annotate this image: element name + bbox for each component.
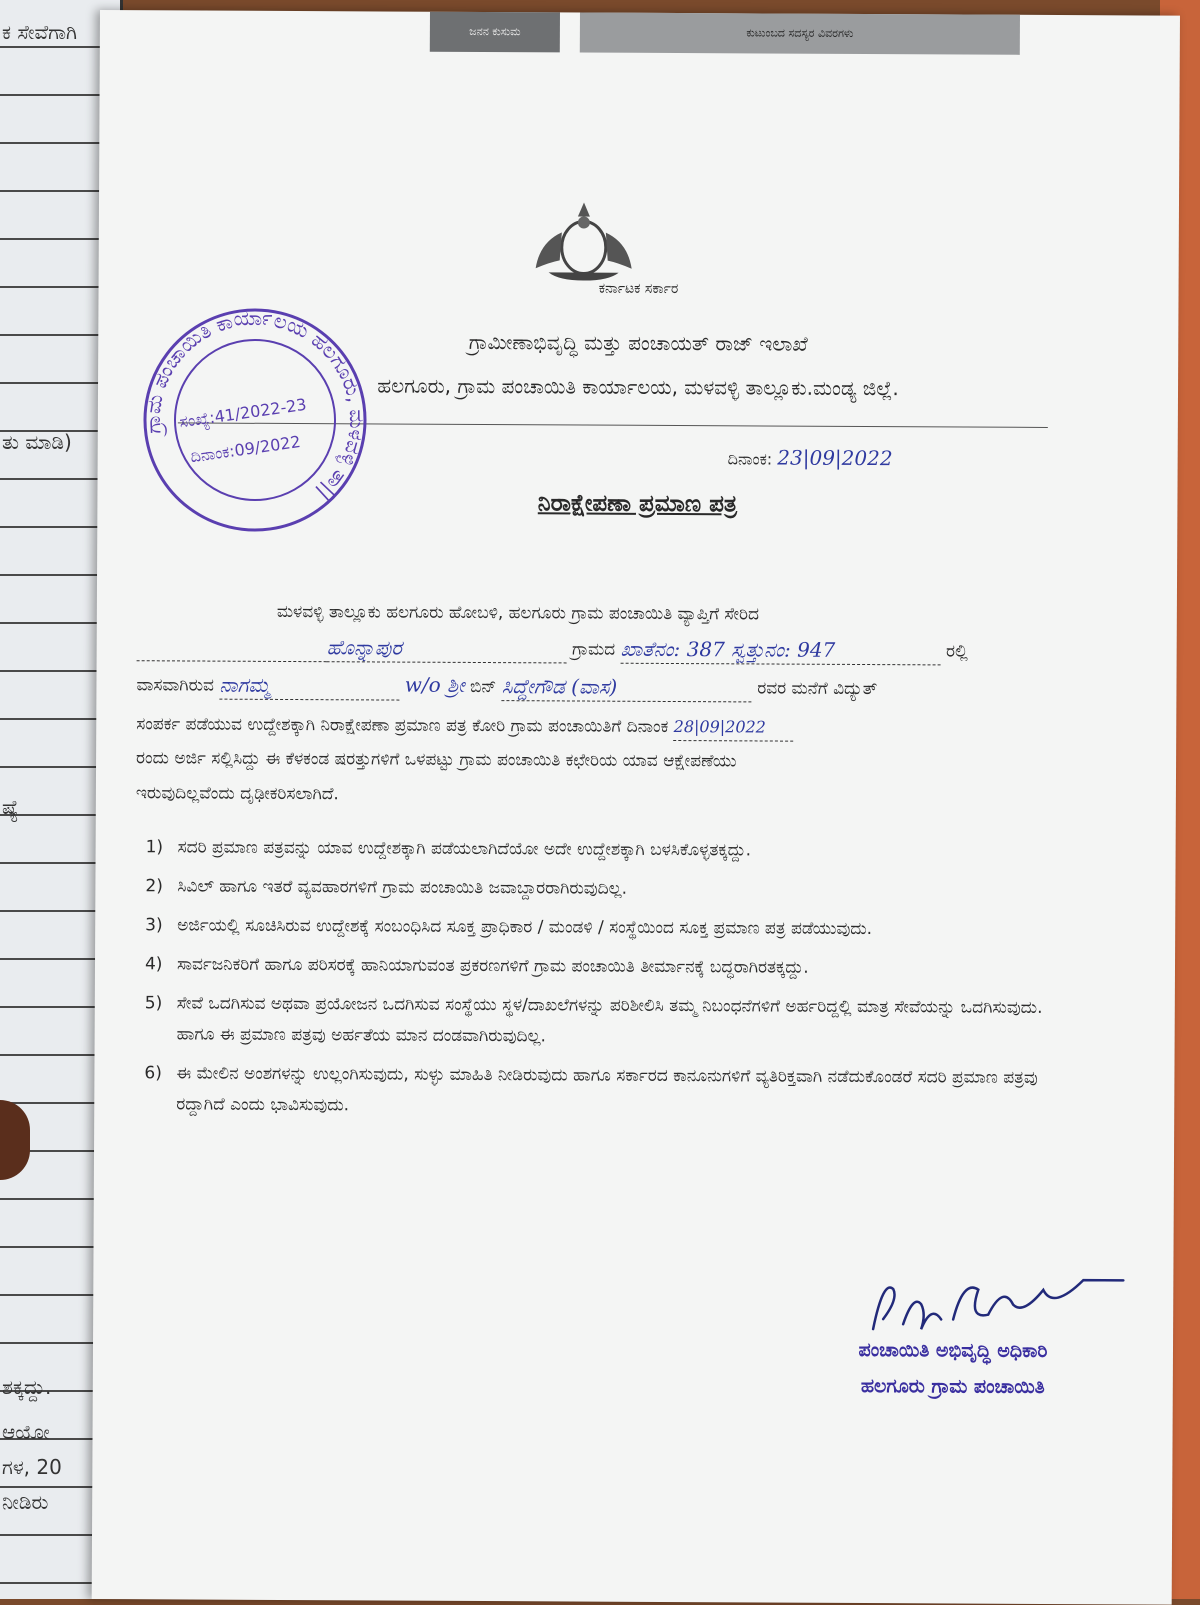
condition-text: ಸಿವಿಲ್ ಹಾಗೂ ಇತರೆ ವ್ಯವಹಾರಗಳಿಗೆ ಗ್ರಾಮ ಪಂಚಾಯಿತಿ ಜವಾಬ್ದಾರರಾಗಿರುವುದಿಲ್ಲ. bbox=[177, 876, 628, 899]
ledger-fragment: ಆಯೋ bbox=[2, 1420, 50, 1444]
header-strip: ಕುಟುಂಬದ ಸದಸ್ಯರ ವಿವರಗಳು bbox=[580, 13, 1020, 55]
department-name: ಗ್ರಾಮೀಣಾಭಿವೃದ್ಧಿ ಮತ್ತು ಪಂಚಾಯತ್ ರಾಜ್ ಇಲಾಖೆ bbox=[468, 329, 808, 356]
condition-number: 5) bbox=[144, 993, 163, 1014]
line3-tail: ರವರ ಮನೆಗೆ ವಿದ್ಯುತ್ bbox=[757, 678, 878, 700]
body-line-1: ಮಳವಳ್ಳಿ ತಾಲ್ಲೂಕು ಹಲಗೂರು ಹೋಬಳಿ, ಹಲಗೂರು ಗ್ರಾಮ ಪಂಚಾಯಿತಿ ವ್ಯಾಪ್ತಿಗೆ ಸೇರಿದ bbox=[276, 601, 760, 625]
condition-item bbox=[135, 910, 1075, 946]
seal-ring-text: ಗ್ರಾಮ ಪಂಚಾಯಿತಿ ಕಾರ್ಯಾಲಯ ಹಲಗೂರು, ಮಳವಳ್ಳಿ ತಾ|| bbox=[140, 305, 370, 507]
guardian-name: ಸಿದ್ದೇಗೌಡ (ವಾಸ) bbox=[502, 673, 752, 702]
signatory-designation: ಪಂಚಾಯಿತಿ ಅಭಿವೃದ್ಧಿ ಅಧಿಕಾರಿ bbox=[858, 1338, 1048, 1362]
date-value: 23|09|2022 bbox=[777, 445, 893, 471]
certificate-sheet bbox=[92, 10, 1180, 1605]
body-line-5: ರಂದು ಅರ್ಜಿ ಸಲ್ಲಿಸಿದ್ದು ಈ ಕೆಳಕಂಡ ಷರತ್ತುಗಳಿಗೆ ಒಳಪಟ್ಟು ಗ್ರಾಮ ಪಂಚಾಯಿತಿ ಕಛೇರಿಯ ಯಾವ ಆಕ್ಷೇಪಣೆಯು bbox=[136, 748, 737, 772]
ledger-fragment: ಶಕ್ಕದ್ದು. bbox=[2, 1375, 52, 1399]
date-label: ದಿನಾಂಕ: bbox=[727, 449, 773, 469]
ledger-fragment: ಷ್ಯೆ bbox=[2, 795, 20, 819]
guardian-label: ಬಿನ್ bbox=[469, 676, 497, 698]
body-line-2 bbox=[137, 633, 1057, 666]
body-line-3 bbox=[136, 670, 1056, 704]
village-name: ಹೊನ್ನಾಪುರ bbox=[327, 634, 567, 663]
in-suffix: ರಲ್ಲಿ bbox=[945, 641, 968, 662]
issue-date bbox=[728, 445, 893, 470]
application-date: 28|09|2022 bbox=[674, 713, 794, 742]
condition-number: 6) bbox=[144, 1063, 162, 1084]
property-details: ಖಾತೆನಂ: 387 ಸ್ವತ್ತುನಂ: 947 bbox=[621, 636, 941, 666]
ledger-fragment: ಗಳ, 20 bbox=[2, 1455, 62, 1479]
condition-item bbox=[135, 949, 1075, 985]
condition-item bbox=[135, 871, 1075, 907]
condition-text: ಅರ್ಜಿಯಲ್ಲಿ ಸೂಚಿಸಿರುವ ಉದ್ದೇಶಕ್ಕೆ ಸಂಬಂಧಿಸಿದ ಸೂಕ್ತ ಪ್ರಾಧಿಕಾರ / ಮಂಡಳಿ / ಸಂಸ್ಥೆಯಿಂದ ಸೂಕ್ತ ಪ್ರಮಾಣ ಪತ್ರ ಪಡೆಯುವುದು. bbox=[177, 915, 873, 940]
condition-item bbox=[135, 988, 1075, 1055]
office-seal-icon bbox=[125, 290, 385, 550]
condition-text: ಸೇವೆ ಒದಗಿಸುವ ಅಥವಾ ಪ್ರಯೋಜನ ಒದಗಿಸುವ ಸಂಸ್ಥೆಯು ಸ್ಥಳ/ದಾಖಲೆಗಳನ್ನು ಪರಿಶೀಲಿಸಿ ತಮ್ಮ ನಿಬಂಧನೆಗಳಿಗೆ ಅರ್ಹರಿದ್ದಲ್ಲಿ ಮಾತ್ರ ಸೇವೆಯನ್ನು ಒದಗಿಸುವುದು. ಹಾಗೂ ಈ ಪ್ರಮಾಣ ಪತ್ರವು ಅರ್ಹತೆಯ ಮಾನ ದಂಡವಾಗಿರುವುದಿಲ್ಲ. bbox=[176, 993, 1043, 1047]
applicant-name: ನಾಗಮ್ಮ bbox=[219, 672, 399, 701]
government-name: ಕರ್ನಾಟಕ ಸರ್ಕಾರ bbox=[598, 280, 679, 298]
seal-date: ದಿನಾಂಕ:09/2022 bbox=[189, 431, 302, 467]
village-suffix: ಗ್ರಾಮದ bbox=[572, 639, 616, 660]
condition-number: 1) bbox=[145, 837, 164, 858]
conditions-list bbox=[134, 832, 1076, 1133]
certificate-title: ನಿರಾಕ್ಷೇಪಣಾ ಪ್ರಮಾಣ ಪತ್ರ bbox=[537, 490, 738, 518]
body-line-4 bbox=[136, 710, 1056, 743]
signatory-block bbox=[783, 1332, 1123, 1406]
body-line-6: ಇರುವುದಿಲ್ಲವೆಂದು ದೃಢೀಕರಿಸಲಾಗಿದೆ. bbox=[135, 783, 339, 805]
condition-number: 4) bbox=[144, 954, 163, 975]
ledger-fragment: ತು ಮಾಡಿ) bbox=[2, 430, 72, 454]
office-address: ಹಲಗೂರು, ಗ್ರಾಮ ಪಂಚಾಯಿತಿ ಕಾರ್ಯಾಲಯ, ಮಳವಳ್ಳಿ ತಾಲ್ಲೂಕು.ಮಂಡ್ಯ ಜಿಲ್ಲೆ. bbox=[377, 373, 899, 401]
body-line-4-text: ಸಂಪರ್ಕ ಪಡೆಯುವ ಉದ್ದೇಶಕ್ಕಾಗಿ ನಿರಾಕ್ಷೇಪಣಾ ಪ್ರಮಾಣ ಪತ್ರ ಕೋರಿ ಗ್ರಾಮ ಪಂಚಾಯಿತಿಗೆ ದಿನಾಂಕ bbox=[136, 714, 669, 737]
ledger-fragment: ನೀಡಿರು bbox=[2, 1490, 49, 1514]
condition-text: ಈ ಮೇಲಿನ ಅಂಶಗಳನ್ನು ಉಲ್ಲಂಗಿಸುವುದು, ಸುಳ್ಳು ಮಾಹಿತಿ ನೀಡಿರುವುದು ಹಾಗೂ ಸರ್ಕಾರದ ಕಾನೂನುಗಳಿಗೆ ವ್ಯತಿರಿಕ್ತವಾಗಿ ನಡೆದುಕೊಂಡರೆ ಸದರಿ ಪ್ರಮಾಣ ಪತ್ರವು ರದ್ದಾಗಿದೆ ಎಂದು ಭಾವಿಸುವುದು. bbox=[176, 1063, 1038, 1116]
seal-number: ಸಂಖ್ಯೆ:41/2022-23 bbox=[178, 394, 308, 432]
condition-number: 3) bbox=[145, 915, 163, 936]
condition-text: ಸಾರ್ವಜನಿಕರಿಗೆ ಹಾಗೂ ಪರಿಸರಕ್ಕೆ ಹಾನಿಯಾಗುವಂತ ಪ್ರಕರಣಗಳಿಗೆ ಗ್ರಾಮ ಪಂಚಾಯಿತಿ ತೀರ್ಮಾನಕ್ಕೆ ಬದ್ಧರಾಗಿರತಕ್ಕದ್ದು. bbox=[176, 954, 809, 978]
header-strip: ಜನನ ಕುಸುಮ bbox=[430, 12, 560, 53]
relation: w/o ಶ್ರೀ bbox=[404, 672, 465, 697]
state-emblem-icon bbox=[524, 192, 644, 283]
ledger-fragment: ಕ ಸೇವೆಗಾಗಿ bbox=[2, 20, 77, 44]
signatory-office: ಹಲಗೂರು ಗ್ರಾಮ ಪಂಚಾಯಿತಿ bbox=[860, 1375, 1045, 1398]
condition-item bbox=[134, 1058, 1074, 1125]
condition-text: ಸದರಿ ಪ್ರಮಾಣ ಪತ್ರವನ್ನು ಯಾವ ಉದ್ದೇಶಕ್ಕಾಗಿ ಪಡೆಯಲಾಗಿದೆಯೋ ಅದೇ ಉದ್ದೇಶಕ್ಕಾಗಿ ಬಳಸಿಕೊಳ್ಳತಕ್ಕದ್ದು. bbox=[177, 837, 752, 861]
condition-item bbox=[136, 832, 1076, 868]
condition-number: 2) bbox=[145, 876, 163, 897]
resident-label: ವಾಸವಾಗಿರುವ bbox=[136, 675, 215, 696]
